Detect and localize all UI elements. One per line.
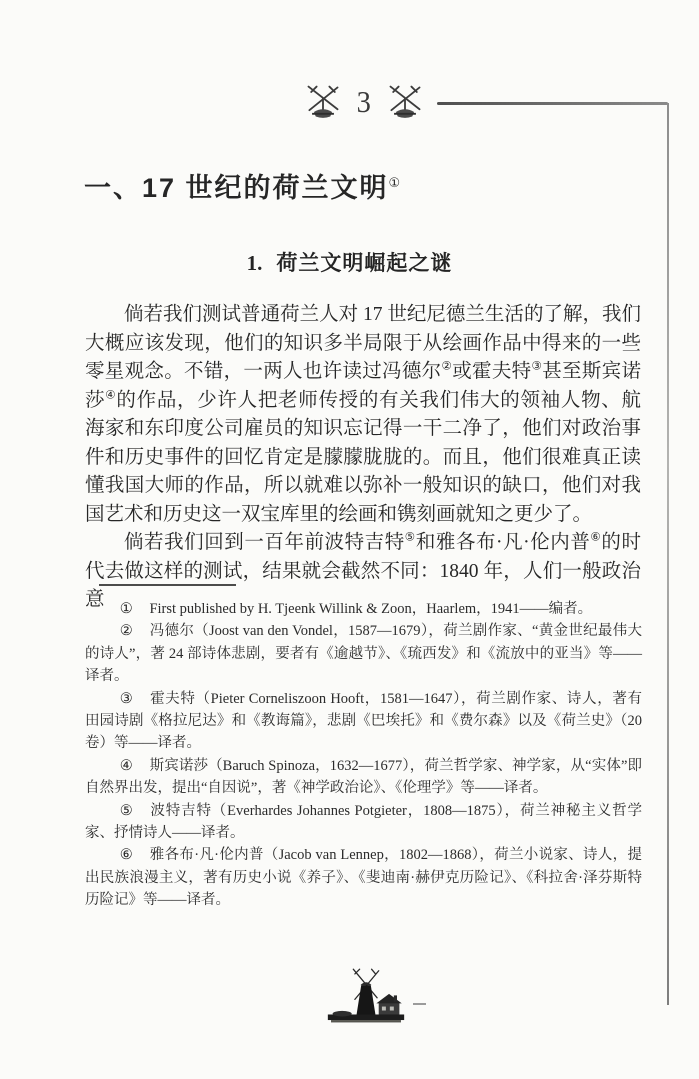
page-edge-line [667, 103, 669, 1005]
footnote-marker: ⑤ [119, 802, 134, 819]
scan-artifact-dash [413, 1003, 426, 1005]
footnote [85, 844, 642, 911]
footnote [85, 688, 642, 755]
footnote [85, 755, 642, 800]
footnote-text: First published by H. Tjeenk Willink & Zoon，Haarlem，1941——编者。 [149, 601, 593, 617]
chapter-title-text: 一、17 世纪的荷兰文明 [84, 173, 389, 203]
footnote [85, 800, 642, 845]
chapter-title-footnote-mark: ① [388, 175, 401, 190]
body-paragraph: 倘若我们测试普通荷兰人对 17 世纪尼德兰生活的了解，我们大概应该发现，他们的知识多半局限于从绘画作品中得来的一些零星观念。不错，一两人也许读过冯德尔②或霍夫特③甚至斯宾诺莎④的作品，少许人把老师传授的有关我们伟大的领袖人物、航海家和东印度公司雇员的知识忘记得一干二净了，他们对政治事件和历史事件的回忆肯定是朦朦胧胧的。而且，他们很难真正读懂我国大师的作品，所以就难以弥补一般知识的缺口，他们对我国艺术和历史这一双宝库里的绘画和镌刻画就知之更少了。 [85, 304, 641, 525]
footnote-text: 波特吉特（Everhardes Johannes Potgieter，1808—1875），荷兰神秘主义哲学家、抒情诗人——译者。 [85, 802, 642, 842]
footnote-marker: ① [119, 601, 133, 617]
body-paragraph: 倘若我们回到一百年前波特吉特⑤和雅各布·凡·伦内普⑥的时代去做这样的测试，结果就会截然不同：1840 年，人们一般政治意 [85, 530, 641, 610]
footnote-marker: ⑥ [119, 847, 134, 864]
footnote-marker: ④ [119, 757, 133, 774]
section-title [0, 247, 699, 277]
section-number: 1. [246, 251, 263, 275]
footnote-marker: ② [119, 623, 134, 640]
section-title-text: 荷兰文明崛起之谜 [276, 251, 453, 275]
header-rule [437, 102, 668, 105]
body-text [85, 301, 641, 615]
footnote-text: 斯宾诺莎（Baruch Spinoza，1632—1677），荷兰哲学家、神学家，从“实体”即自然界出发，提出“自因说”，著《神学政治论》、《伦理学》等——译者。 [85, 757, 642, 797]
windmill-icon [385, 83, 425, 121]
header-page-number-group [303, 82, 425, 122]
footnote-marker: ③ [119, 690, 134, 707]
page-number: 3 [356, 84, 371, 119]
footnote [85, 620, 642, 687]
footnote [85, 598, 642, 620]
windmill-icon [303, 83, 343, 121]
footnote-text: 雅各布·凡·伦内普（Jacob van Lennep，1802—1868），荷兰小说家、诗人，提出民族浪漫主义，著有历史小说《养子》、《斐迪南·赫伊克历险记》、《科拉舍·泽芬斯特历险记》等——译者。 [85, 847, 642, 909]
footnote-text: 冯德尔（Joost van den Vondel，1587—1679），荷兰剧作家、“黄金世纪最伟大的诗人”，著 24 部诗体悲剧，要者有《逾越节》、《琉西发》和《流放中的亚当》等——译者。 [85, 623, 642, 685]
page-header [0, 82, 699, 126]
chapter-title [84, 166, 400, 205]
footnote-separator [99, 584, 236, 586]
footnote-text: 霍夫特（Pieter Corneliszoon Hooft，1581—1647），荷兰剧作家、诗人，著有田园诗剧《格拉尼达》和《教诲篇》，悲剧《巴埃托》和《费尔森》以及《荷兰史》（20 卷）等——译者。 [85, 690, 642, 752]
windmill-scene-illustration [326, 966, 406, 1028]
footnotes-block [85, 598, 642, 912]
